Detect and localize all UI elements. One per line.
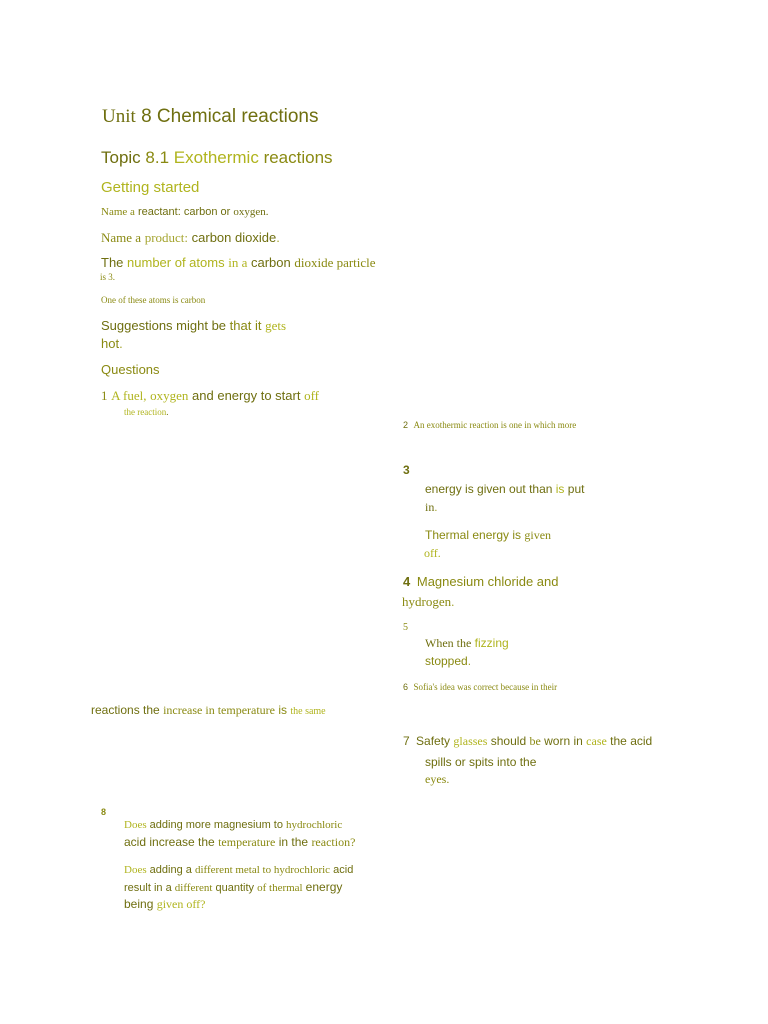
q8a-text-5: temperature (218, 835, 276, 849)
unit-title (102, 106, 318, 129)
q4-text-b: hydrogen (402, 594, 452, 609)
q6b-text-c: is (278, 703, 288, 717)
q4-text-a: Magnesium chloride and (416, 574, 559, 589)
suggestions-line (101, 318, 286, 334)
q8b-text-1: Does (124, 864, 147, 876)
q7-line-cont: spills or spits into the (425, 755, 537, 769)
suggest-text-e: . (119, 336, 123, 351)
q8a-text-1: Does (124, 819, 147, 831)
q5-number: 5 (403, 622, 408, 633)
q3-text-a: energy is given out than (425, 482, 553, 496)
q8b-text-11: given off? (156, 897, 206, 911)
topic-number: 8.1 (145, 148, 170, 167)
q5-line (425, 636, 509, 650)
q8b-text-5: result in a (124, 882, 172, 894)
suggest-text-c: gets (265, 318, 287, 333)
q7-text-e: worn in (544, 734, 583, 748)
suggestions-line-cont (101, 336, 123, 352)
q8b-text-7: quantity (215, 882, 255, 894)
q3-text-e: . (434, 500, 438, 514)
unit-label: Unit (102, 106, 136, 127)
product-line (101, 230, 280, 246)
q6-line-cont (91, 703, 326, 718)
one-atom-note: One of these atoms is carbon (101, 295, 206, 305)
q3-text-d: in (425, 500, 435, 514)
q1-text-e: off (304, 388, 320, 403)
q8b-line (124, 864, 353, 877)
q7-line (403, 734, 652, 748)
q8b-text-4: acid (333, 864, 354, 876)
q7-number: 7 (403, 734, 410, 748)
q7-text-a: Safety (416, 734, 451, 748)
q7-line-cont2: eyes. (425, 772, 450, 786)
q8a-text-3: hydrochloric (286, 819, 343, 831)
q8a-text-6: in the (278, 835, 309, 849)
q4-line-cont (402, 594, 454, 610)
q1-text-g: . (166, 407, 169, 417)
q7-text-c: should (490, 734, 527, 748)
reactant-text-b: reactant: (137, 206, 181, 218)
q8b-line-cont (124, 880, 342, 895)
q1-number: 1 (101, 388, 108, 403)
product-text-a: Name a (101, 230, 142, 245)
q6b-text-a: reactions the (91, 703, 160, 717)
q3-number: 3 (403, 463, 410, 477)
q8-number: 8 (101, 807, 107, 817)
q3-text-f: Thermal energy is (425, 528, 522, 542)
q7-text-d: be (529, 734, 541, 748)
q6b-text-d: the same (290, 706, 326, 717)
q3-line (425, 482, 584, 496)
q6b-text-b: increase in temperature (163, 703, 275, 717)
q5-text-d: . (467, 654, 472, 668)
product-text-b: product: (144, 230, 189, 245)
q8a-line-cont (124, 835, 355, 849)
q5-text-c: stopped (425, 654, 468, 668)
atoms-text-b: number of atoms (127, 255, 225, 270)
topic-title (101, 148, 333, 168)
q7-text-f: case (586, 734, 607, 748)
q8a-text-7: reaction? (311, 835, 356, 849)
q3-text-g: given (524, 528, 552, 542)
q3-text-b: is (555, 482, 565, 496)
reactant-text-a: Name a (101, 206, 135, 218)
q8a-text-4: acid increase the (124, 835, 215, 849)
q1-text-f: the reaction (124, 407, 167, 417)
q8b-text-8: of thermal (257, 882, 303, 894)
reactant-text-c: carbon or (183, 206, 231, 218)
q7-text-g: the acid (610, 734, 653, 748)
questions-heading: Questions (101, 362, 160, 377)
q1-line (101, 388, 319, 404)
q8a-line (124, 819, 342, 832)
reactant-line (101, 206, 269, 219)
q3-line-cont (425, 500, 437, 514)
q8b-text-3: different metal to hydrochloric (194, 864, 331, 876)
topic-label: Topic (101, 148, 141, 167)
q2-line (403, 420, 576, 431)
atoms-text-d: carbon (250, 255, 291, 270)
atoms-line-cont: is 3. (100, 272, 116, 282)
q4-line (403, 574, 559, 590)
q7-text-b: glasses (453, 734, 488, 748)
q5-text-a: When the (425, 636, 472, 650)
q1-text-d: and energy to start (192, 388, 301, 403)
q1-text-b: A fuel, (111, 388, 147, 403)
atoms-line (101, 255, 376, 271)
suggest-text-b: that it (229, 318, 262, 333)
q3-text-c: put (567, 482, 585, 496)
getting-started-heading: Getting started (101, 179, 200, 196)
reactant-text-d: oxygen. (233, 206, 269, 218)
atoms-text-c: in a (228, 255, 248, 270)
q8b-text-6: different (174, 882, 213, 894)
q1-line-cont (124, 407, 168, 418)
q2-number: 2 (403, 420, 409, 430)
atoms-text-e: dioxide particle (294, 255, 376, 270)
q4-number: 4 (403, 574, 411, 589)
suggest-text-d: hot (101, 336, 120, 351)
topic-rest: reactions (263, 148, 333, 167)
q8b-text-10: being (124, 897, 154, 911)
q1-text-c: oxygen (150, 388, 189, 403)
q8b-text-9: energy (305, 880, 343, 894)
q6-line (403, 682, 557, 693)
unit-name: 8 Chemical reactions (141, 106, 319, 127)
q5-text-b: fizzing (474, 636, 509, 650)
q4-text-c: . (451, 594, 455, 609)
q2-text: An exothermic reaction is one in which more (413, 420, 577, 430)
q6-number: 6 (403, 682, 409, 692)
q8a-text-2: adding more magnesium to (149, 819, 283, 831)
atoms-text-a: The (101, 255, 124, 270)
product-text-c: carbon dioxide (191, 230, 277, 245)
q3-line-2 (425, 528, 551, 542)
q8b-line-cont2 (124, 897, 205, 911)
q8b-text-2: adding a (149, 864, 192, 876)
q6-text: Sofia's idea was correct because in their (413, 682, 558, 692)
topic-keyword: Exothermic (173, 148, 259, 167)
q5-line-cont (425, 654, 471, 668)
q3-line-2-cont: off. (424, 546, 441, 560)
suggest-text-a: Suggestions might be (101, 318, 227, 333)
product-text-d: . (276, 230, 280, 245)
